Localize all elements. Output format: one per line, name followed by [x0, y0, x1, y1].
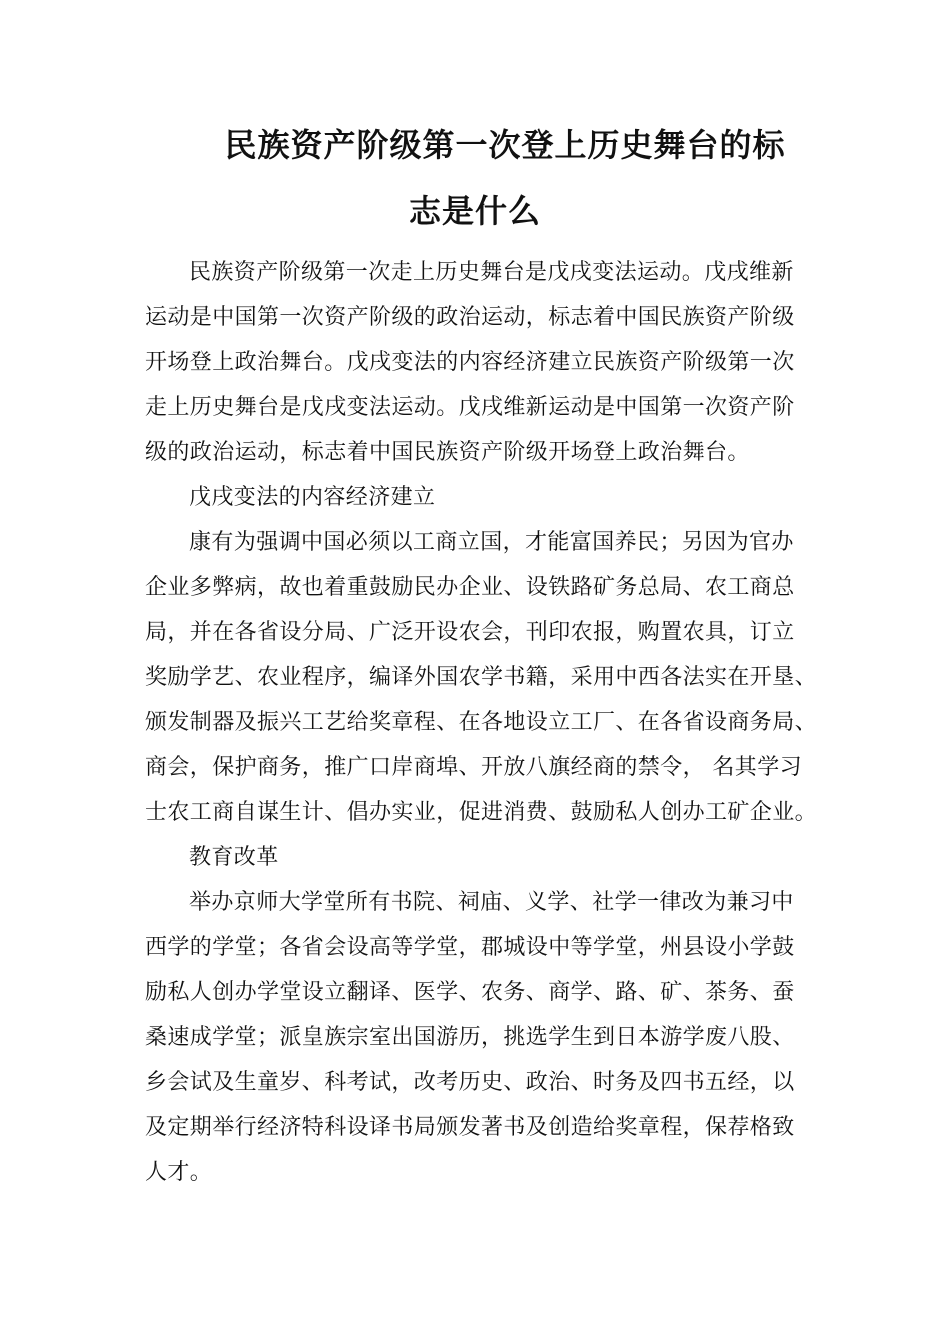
paragraph-line: 企业多弊病，故也着重鼓励民办企业、设铁路矿务总局、农工商总 — [145, 575, 795, 600]
paragraph-line: 颁发制器及振兴工艺给奖章程、在各地设立工厂、在各省设商务局、 — [145, 710, 818, 735]
paragraph-line: 励私人创办学堂设立翻译、医学、农务、商学、路、矿、茶务、蚕 — [145, 980, 795, 1005]
paragraph-line: 西学的学堂；各省会设高等学堂，郡城设中等学堂，州县设小学鼓 — [145, 935, 795, 960]
paragraph-line: 级的政治运动，标志着中国民族资产阶级开场登上政治舞台。 — [145, 440, 750, 465]
paragraph-line: 及定期举行经济特科设译书局颁发著书及创造给奖章程，保荐格致 — [145, 1115, 795, 1140]
document-title-line-1: 民族资产阶级第一次登上历史舞台的标 — [224, 126, 786, 164]
paragraph-line: 桑速成学堂；派皇族宗室出国游历，挑选学生到日本游学废八股、 — [145, 1025, 795, 1050]
paragraph-line: 士农工商自谋生计、倡办实业，促进消费、鼓励私人创办工矿企业。 — [145, 800, 818, 825]
paragraph-line: 康有为强调中国必须以工商立国，才能富国养民；另因为官办 — [189, 530, 794, 555]
paragraph-line: 人才。 — [145, 1160, 213, 1185]
document-body — [145, 250, 835, 1195]
paragraph-line: 举办京师大学堂所有书院、祠庙、义学、社学一律改为兼习中 — [189, 890, 794, 915]
section-heading-education: 教育改革 — [189, 845, 279, 870]
paragraph-line: 奖励学艺、农业程序，编译外国农学书籍，采用中西各法实在开垦、 — [145, 665, 818, 690]
section-heading-economy: 戊戌变法的内容经济建立 — [189, 485, 436, 510]
paragraph-line: 商会，保护商务，推广口岸商埠、开放八旗经商的禁令， 名其学习 — [145, 755, 802, 780]
paragraph-line: 开场登上政治舞台。戊戌变法的内容经济建立民族资产阶级第一次 — [145, 350, 795, 375]
paragraph-line: 民族资产阶级第一次走上历史舞台是戊戌变法运动。戊戌维新 — [189, 260, 794, 285]
paragraph-line: 走上历史舞台是戊戌变法运动。戊戌维新运动是中国第一次资产阶 — [145, 395, 795, 420]
document-title-line-2: 志是什么 — [408, 192, 541, 230]
paragraph-line: 局，并在各省设分局、广泛开设农会，刊印农报，购置农具，订立 — [145, 620, 795, 645]
paragraph-line: 运动是中国第一次资产阶级的政治运动，标志着中国民族资产阶级 — [145, 305, 795, 330]
paragraph-line: 乡会试及生童岁、科考试，改考历史、政治、时务及四书五经，以 — [145, 1070, 795, 1095]
